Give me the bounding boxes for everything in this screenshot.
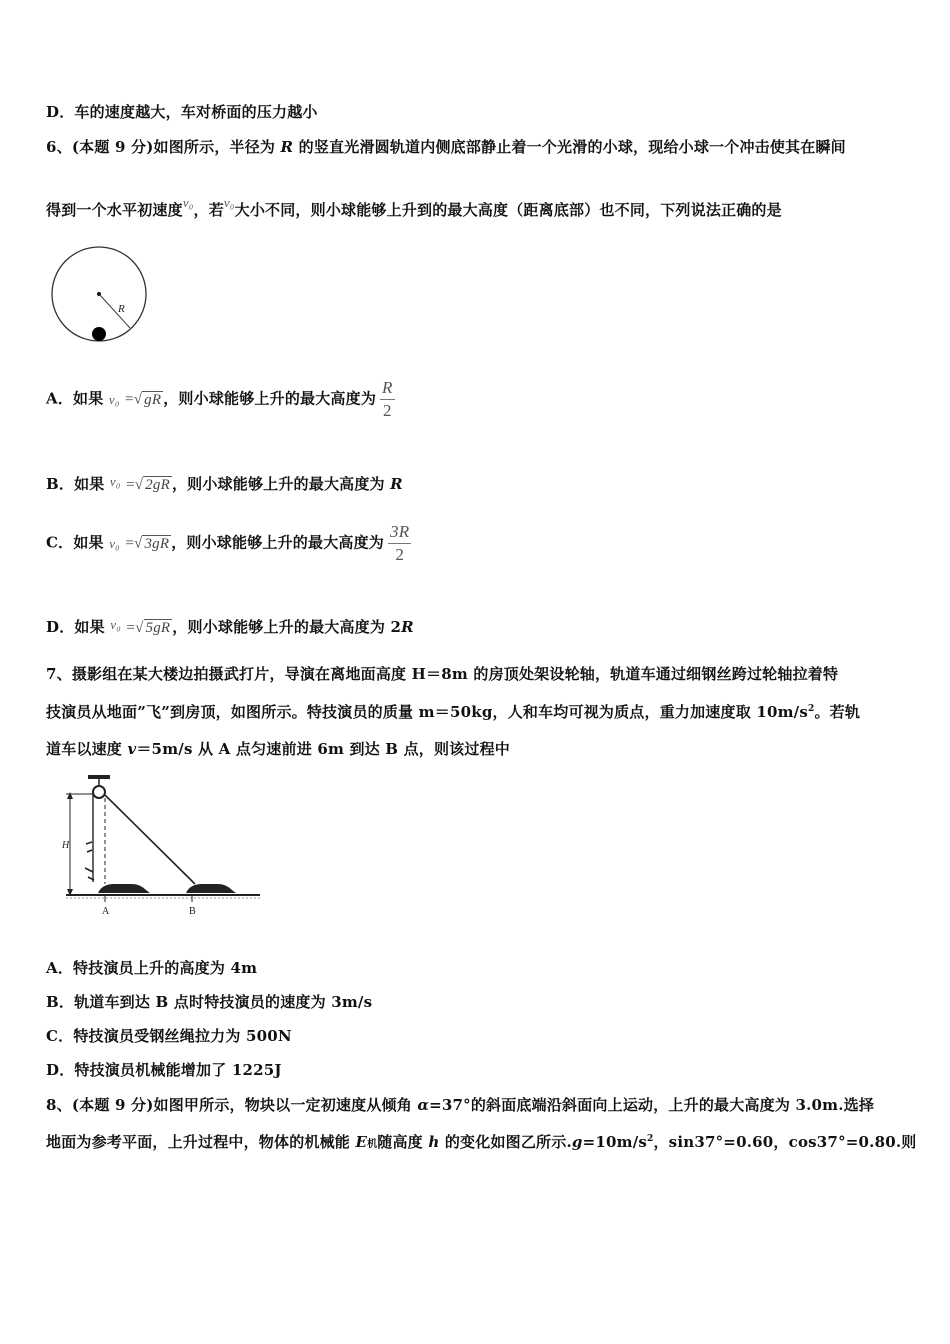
rail-car-b [186, 884, 236, 893]
option-6c: C．如果 v₀ =√ 3gR ，则小球能够上升的最大高度为 $\frac{3R}{2}$ [46, 522, 410, 564]
option-d-prev-question: D．车的速度越大，车对桥面的压力越小 [46, 103, 318, 121]
question-6-line-1: 6、(本题 9 分)如图所示，半径为 R 的竖直光滑圆轨道内侧底部静止着一个光滑的小球，现给小球一个冲击使其在瞬间 [46, 138, 846, 156]
question-6-line-2: 得到一个水平初速度v₀，若v₀大小不同，则小球能够上升到的最大高度（距离底部）也不同，下列说法正确的是 [46, 195, 782, 219]
question-8-line-1: 8、(本题 9 分)如图甲所示，物块以一定初速度从倾角 α=37°的斜面底端沿斜面向上运动，上升的最大高度为 3.0m.选择 [46, 1096, 875, 1114]
fraction-r-over-2: $\frac{R}{2}$ [382, 378, 393, 420]
question-7-line-1: 7、摄影组在某大楼边拍摄武打片，导演在离地面高度 H＝8m 的房顶处架设轮轴，轨道车通过细钢丝跨过轮轴拉着特 [46, 665, 839, 683]
ceiling-mount [88, 775, 110, 779]
fraction-3r-over-2: $\frac{3R}{2}$ [390, 522, 410, 564]
question-7-line-3: 道车以速度 v＝5m/s 从 A 点匀速前进 6m 到达 B 点，则该过程中 [46, 740, 510, 758]
radius-line [99, 294, 130, 328]
question-7-line-2: 技演员从地面”飞”到房顶，如图所示。特技演员的质量 m＝50kg，人和车均可视为质点，重力加速度取 $10m/s^2$。若轨 [46, 703, 861, 721]
circular-track-figure [48, 245, 152, 345]
option-7b: B．轨道车到达 B 点时特技演员的速度为 3m/s [46, 993, 373, 1011]
question-8-line-2: 地面为参考平面，上升过程中，物体的机械能 E机随高度 h 的变化如图乙所示$.g=10m/s^2$，sin37°=0.60，cos37°=0.80.则 [46, 1133, 917, 1151]
rail-car-a [98, 884, 150, 893]
pulley-wheel [93, 786, 105, 798]
option-6a: A．如果 v₀ =√ gR ，则小球能够上升的最大高度为 $\frac{R}{2}$ [46, 378, 393, 420]
pulley-track-figure [58, 772, 264, 920]
height-label: H [62, 840, 70, 851]
point-b-label: B [189, 906, 196, 917]
option-7c: C．特技演员受钢丝绳拉力为 500N [46, 1027, 292, 1045]
point-a-label: A [102, 906, 110, 917]
option-6d: D．如果 v₀ =√ 5gR ，则小球能够上升的最大高度为 2R [46, 617, 414, 636]
option-7a: A．特技演员上升的高度为 4m [46, 959, 258, 977]
option-7d: D．特技演员机械能增加了 1225J [46, 1061, 282, 1079]
radius-label: R [118, 303, 125, 315]
steel-wire-slant [104, 794, 195, 884]
ball [92, 327, 106, 341]
option-6b: B．如果 v₀ =√ 2gR ，则小球能够上升的最大高度为 R [46, 474, 403, 493]
